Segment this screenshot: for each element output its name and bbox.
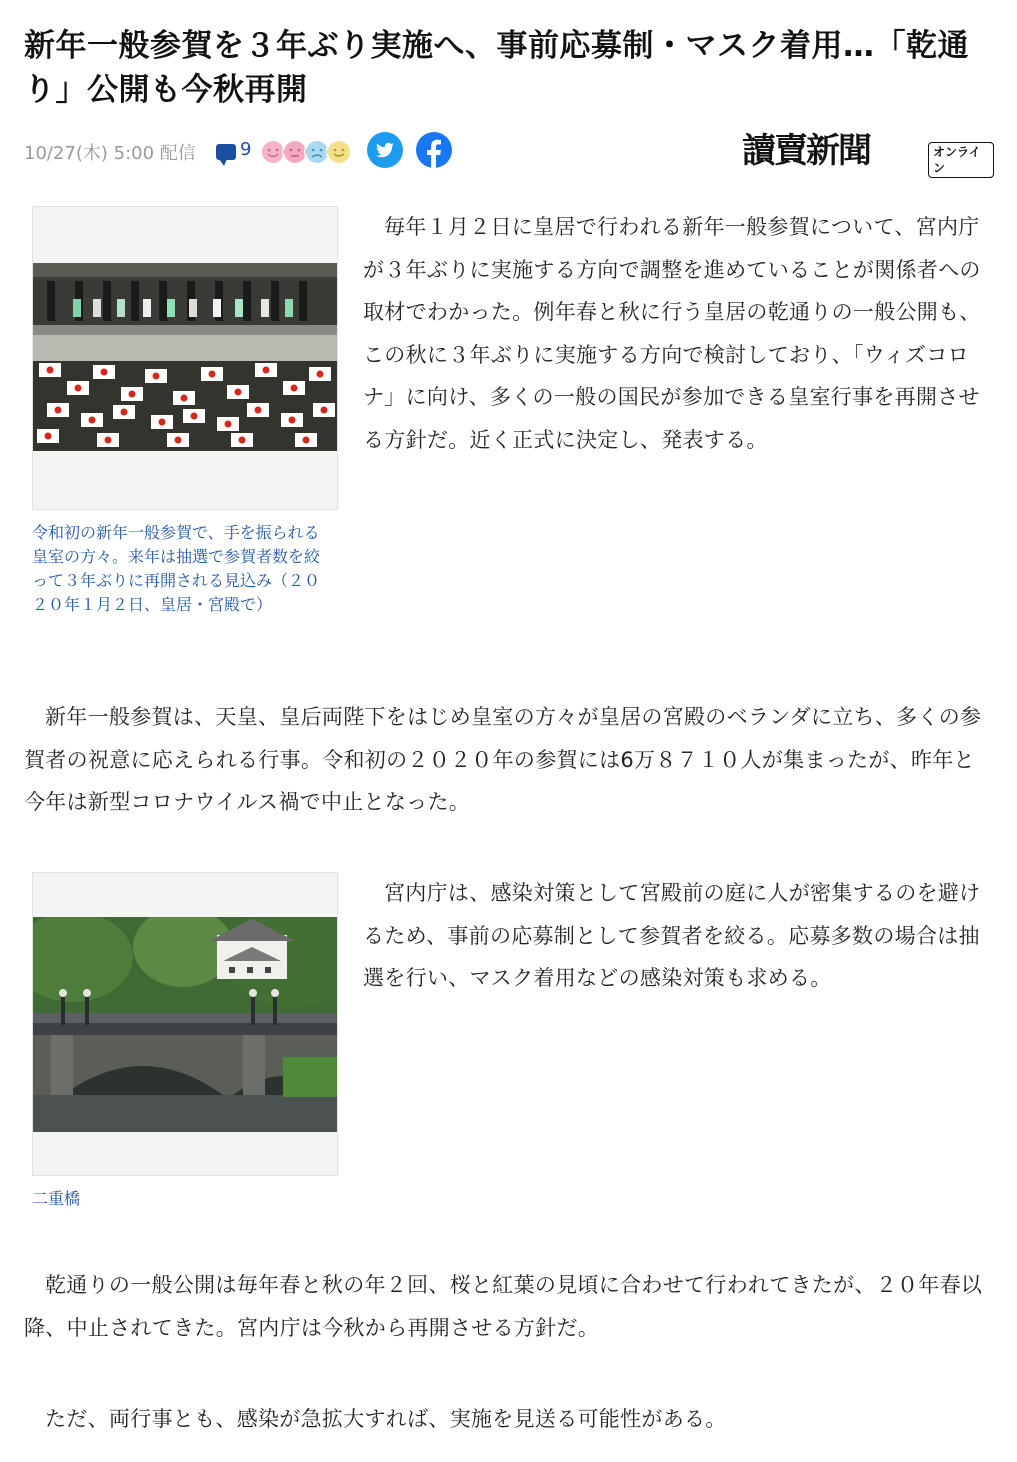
twitter-icon[interactable] [367, 132, 403, 168]
figure-caption: 令和初の新年一般参賀で、手を振られる皇室の方々。来年は抽選で参賀者数を絞って３年ぶりに再開される見込み（２０２０年１月２日、皇居・宮殿で） [32, 523, 321, 614]
article-paragraph: 新年一般参賀は、天皇、皇后両陛下をはじめ皇室の方々が皇居の宮殿のベランダに立ち、多くの参賀者の祝意に応えられる行事。令和初の２０２０年の参賀には6万８７１０人が集まったが、昨年と今年は新型コロナウイルス禍で中止となった。 [24, 705, 982, 814]
article-meta [24, 130, 994, 174]
new-year-greeting-photo[interactable] [33, 263, 337, 451]
figure-caption: 二重橋 [32, 1189, 81, 1208]
article-paragraph: ただ、両行事とも、感染が急拡大すれば、実施を見送る可能性がある。 [45, 1407, 727, 1431]
facebook-icon[interactable] [416, 132, 452, 168]
figure-nijubashi[interactable] [32, 872, 338, 1176]
comment-icon[interactable] [216, 144, 236, 160]
yellow-face-icon[interactable] [326, 139, 352, 165]
article-paragraph: 毎年１月２日に皇居で行われる新年一般参賀について、宮内庁が３年ぶりに実施する方向で調整を進めていることが関係者への取材でわかった。例年春と秋に行う皇居の乾通りの一般公開も、この秋に３年ぶりに実施する方向で検討しており、「ウィズコロナ」に向け、多くの一般の国民が参加できる皇室行事を再開させる方針だ。近く正式に決定し、発表する。 [363, 215, 981, 452]
article-paragraph: 宮内庁は、感染対策として宮殿前の庭に人が密集するのを避けるため、事前の応募制として参賀者を絞る。応募多数の場合は抽選を行い、マスク着用などの感染対策も求める。 [363, 881, 981, 990]
figure-new-year-greeting[interactable] [32, 206, 338, 510]
comment-count[interactable]: 9 [240, 139, 252, 160]
nijubashi-bridge-photo[interactable] [33, 917, 337, 1132]
article-headline: 新年一般参賀を３年ぶり実施へ、事前応募制・マスク着用…「乾通り」公開も今秋再開 [24, 28, 969, 108]
publisher-badge: オンライン [928, 142, 994, 178]
article-paragraph: 乾通りの一般公開は毎年春と秋の年２回、桜と紅葉の見頃に合わせて行われてきたが、２０年春以降、中止されてきた。宮内庁は今秋から再開させる方針だ。 [24, 1273, 983, 1340]
publisher-logo[interactable]: 讀賣新聞 [742, 131, 870, 171]
publish-date: 10/27(木) 5:00 配信 [24, 143, 196, 164]
